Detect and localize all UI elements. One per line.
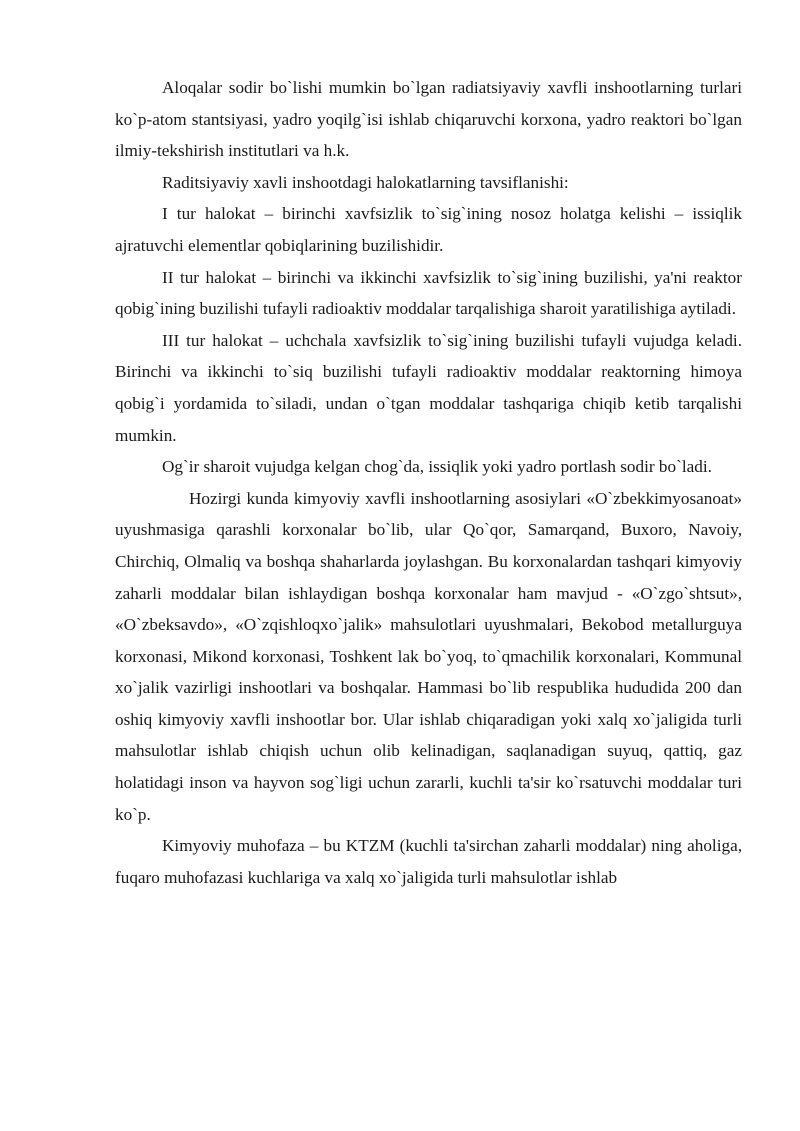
paragraph-type-2-accident: II tur halokat – birinchi va ikkinchi xavfsizlik to`sig`ining buzilishi, ya'ni reaktor qobig`ining buzilishi tufayli radioaktiv moddalar tarqalishiga sharoit yaratilishiga aytiladi. (115, 267, 742, 319)
paragraph-chemical-facilities: Hozirgi kunda kimyoviy xavfli inshootlarning asosiylari «O`zbekkimyosanoat» uyushmasiga qarashli korxonalar bo`lib, ular Qo`qor, Samarqand, Buxoro, Navoiy, Chirchiq, Olmaliq va boshqa shaharlarda joylashgan. Bu korxonalardan tashqari kimyoviy zaharli moddalar bilan ishlaydigan boshqa korxonalar ham mavjud - «O`zgo`shtsut», «O`zbeksavdo», «O`zqishloqxo`jalik» mahsulotlari uyushmalari, Bekobod metallurguya korxonasi, Mikond korxonasi, Toshkent lak bo`yoq, to`qmachilik korxonalari, Kommunal xo`jalik vazirligi inshootlari va boshqalar. Hammasi bo`lib respublika hududida 200 dan oshiq kimyoviy xavfli inshootlar bor. Ular ishlab chiqaradigan yoki xalq xo`jaligida turli mahsulotlar ishlab chiqish uchun olib kelinadigan, saqlanadigan suyuq, qattiq, gaz holatidagi inson va hayvon sog`ligi uchun zararli, kuchli ta'sir ko`rsatuvchi moddalar turi ko`p. (115, 488, 742, 824)
paragraph-accident-classification: Raditsiyaviy xavli inshootdagi halokatlarning tavsiflanishi: (162, 172, 569, 192)
document-page (115, 72, 742, 893)
paragraph-radiation-facilities: Aloqalar sodir bo`lishi mumkin bo`lgan radiatsiyaviy xavfli inshootlarning turlari ko`p-atom stantsiyasi, yadro yoqilg`isi ishlab chiqaruvchi korxona, yadro reaktori bo`lgan ilmiy-tekshirish institutlari va h.k. (115, 78, 742, 161)
paragraph-severe-conditions: Og`ir sharoit vujudga kelgan chog`da, issiqlik yoki yadro portlash sodir bo`ladi. (162, 457, 712, 477)
paragraph-type-1-accident: I tur halokat – birinchi xavfsizlik to`sig`ining nosoz holatga kelishi – issiqlik ajratuvchi elementlar qobiqlarining buzilishidir. (115, 204, 742, 255)
paragraph-type-3-accident: III tur halokat – uchchala xavfsizlik to`sig`ining buzilishi tufayli vujudga keladi. Birinchi va ikkinchi to`siq buzilishi tufayli radioaktiv moddalar reaktorning himoya qobig`i yordamida to`siladi, undan o`tgan moddalar tashqariga chiqib ketib tarqalishi mumkin. (115, 330, 742, 445)
paragraph-chemical-protection: Kimyoviy muhofaza – bu KTZM (kuchli ta'sirchan zaharli moddalar) ning aholiga, fuqaro muhofazasi kuchlariga va xalq xo`jaligida turli mahsulotlar ishlab (115, 836, 742, 887)
